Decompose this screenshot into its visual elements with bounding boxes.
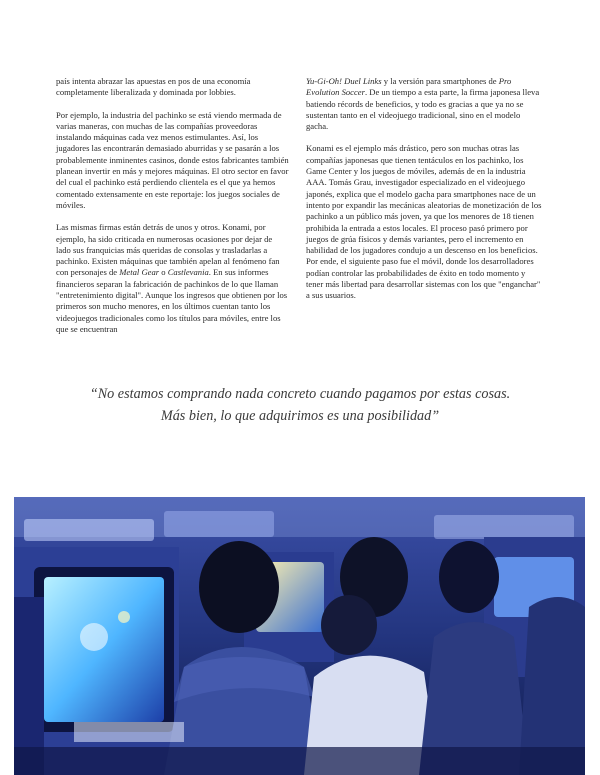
screen-sprite [118,611,130,623]
text-run: o [159,267,168,278]
cabinet-top [24,519,154,541]
text-run: . De un tiempo a esta parte, la firma japonesa lleva batiendo récords de beneficios, y todo es gracias a que ya no se sustentan tanto en el videojuego tradicional, sino en el modelo gacha. [306,87,540,132]
paragraph [306,76,542,132]
arcade-photo [14,497,585,775]
arcade-photo-illustration [14,497,585,775]
paragraph: país intenta abrazar las apuestas en pos de una economía completamente liberalizada y dominada por lobbies. [56,76,251,98]
game-screen [44,577,164,722]
pull-quote-line: “No estamos comprando nada concreto cuando pagamos por estas cosas. [89,386,511,402]
article-column-left [56,76,289,346]
game-title: Castlevania [167,267,209,278]
cabinet-top [164,511,274,537]
person-head [321,595,377,655]
text-run: . En sus informes financieros separan la fabricación de pachinkos de lo que llaman "entretenimiento digital". Aunque los ingresos que obtienen por los primeros son mucho menores, en los últimos cuentan tanto los videojuegos tradicionales como los títulos para móviles, entre los que se encuentran [56,267,288,334]
paragraph: Por ejemplo, la industria del pachinko se está viendo mermada de varias maneras, con muchas de las compañías proveedoras instalando máquinas cada vez menos estimulantes. Así, los jugadores las encontrarán demasiado aburridas y se pasarán a los probablemente inminentes casinos, donde estos fabricantes también planean invertir en más y mejores máquinas. El otro sector en favor del cual el pachinko está perdiendo clientela es el que ya hemos comentado extensamente en este reportaje: los juegos sociales de móviles. [56,109,289,210]
game-title: Metal Gear [119,267,160,278]
pull-quote [40,383,560,427]
screen-sprite [80,623,108,651]
pull-quote-line: Más bien, lo que adquirimos es una posibilidad” [160,408,440,424]
game-title: Yu-Gi-Oh! Duel Links [306,76,382,86]
text-run: y la versión para smartphones de [381,76,499,86]
text-run: Las mismas firmas están detrás de unos y otros. Konami, por ejemplo, ha sido criticada en numerosas ocasiones por dejar de lado sus franquicias más queridas de consolas y trasladarlas a pachinko. Existen máquinas que también apelan al fenómeno fan con personajes de [56,222,280,278]
cabinet-top [434,515,574,539]
paragraph: Konami es el ejemplo más drástico, pero son muchas otras las compañías japonesas que tienen tentáculos en los pachinko, los Game Center y los juegos de móviles, además de en la industria AAA. Tomás Grau, investigador especializado en el videojuego japonés, explica que el modelo gacha para smartphones nace de un intento por expandir las mecánicas aleatorias de monetización de los pachinko a un público más joven, ya que los menores de 18 tienen prohibida la entrada a estos locales. El proceso pasó primero por juegos de grúa físicos y demás variantes, pero el incremento en habilidad de los jugadores condujo a un descenso en los beneficios. Por ende, el siguiente paso fue el móvil, donde los desarrolladores podían controlar las probabilidades de éxito en todo momento y tener más libertad para desarrollar sistemas con los que "enganchar" a sus usuarios. [306,143,542,301]
control-panel [74,722,184,742]
person-head [439,541,499,613]
article-column-right [306,76,542,313]
game-title: Pro Evolution Soccer [306,76,512,98]
paragraph [56,222,289,335]
person-head [199,541,279,633]
floor-shadow [14,747,585,775]
